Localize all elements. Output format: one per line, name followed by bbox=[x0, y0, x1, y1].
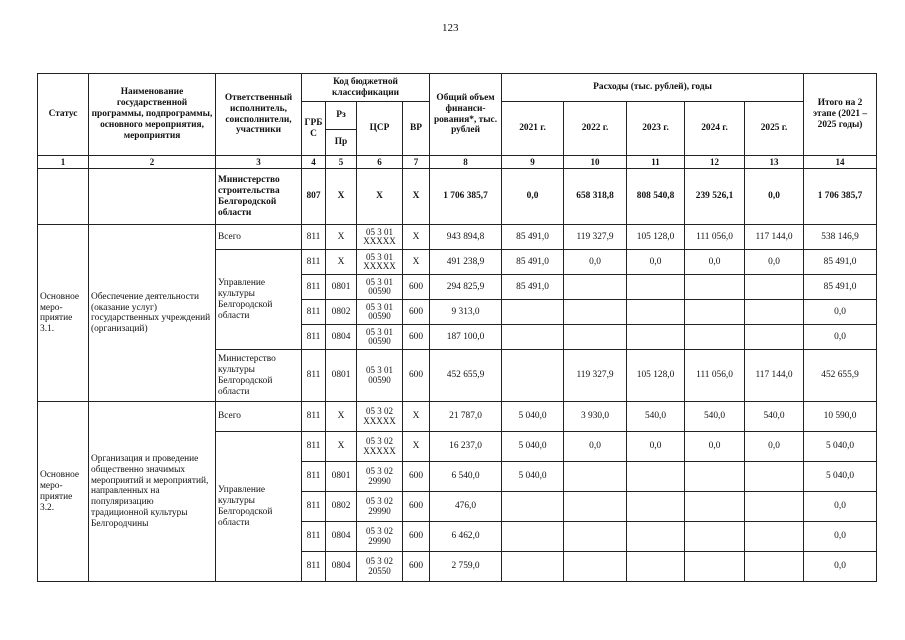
itogo-cell: 10 590,0 bbox=[804, 402, 877, 432]
y2025-cell: 0,0 bbox=[745, 250, 804, 275]
grbs-cell: 811 bbox=[302, 275, 326, 300]
grbs-cell: 811 bbox=[302, 225, 326, 250]
csr-cell: 05 3 01 00590 bbox=[357, 275, 403, 300]
y2022-cell bbox=[564, 275, 627, 300]
y2024-cell bbox=[685, 275, 745, 300]
header-itogo: Итого на 2 этапе (2021 – 2025 годы) bbox=[804, 74, 877, 156]
y2024-cell bbox=[685, 552, 745, 582]
y2024-cell bbox=[685, 325, 745, 350]
y2025-cell: 0,0 bbox=[745, 169, 804, 225]
y2021-cell: 5 040,0 bbox=[502, 432, 564, 462]
csr-cell: 05 3 02 29990 bbox=[357, 462, 403, 492]
itogo-cell: 1 706 385,7 bbox=[804, 169, 877, 225]
responsible-cell: Министерство строительства Белгородской области bbox=[216, 169, 302, 225]
y2024-cell: 239 526,1 bbox=[685, 169, 745, 225]
itogo-cell: 0,0 bbox=[804, 300, 877, 325]
y2022-cell bbox=[564, 462, 627, 492]
grbs-cell: 811 bbox=[302, 492, 326, 522]
column-number: 12 bbox=[685, 156, 745, 169]
grbs-cell: 811 bbox=[302, 402, 326, 432]
csr-cell: 05 3 01 00590 bbox=[357, 300, 403, 325]
y2023-cell: 0,0 bbox=[627, 250, 685, 275]
rz-cell: 0801 bbox=[326, 462, 357, 492]
header-expenses: Расходы (тыс. рублей), годы bbox=[502, 74, 804, 102]
y2021-cell: 85 491,0 bbox=[502, 225, 564, 250]
y2021-cell bbox=[502, 325, 564, 350]
itogo-cell: 85 491,0 bbox=[804, 250, 877, 275]
y2022-cell: 0,0 bbox=[564, 432, 627, 462]
y2024-cell bbox=[685, 462, 745, 492]
responsible-cell: Управление культуры Белгородской области bbox=[216, 432, 302, 582]
rz-cell: 0804 bbox=[326, 522, 357, 552]
grbs-cell: 811 bbox=[302, 325, 326, 350]
vr-cell: 600 bbox=[403, 522, 430, 552]
vr-cell: 600 bbox=[403, 552, 430, 582]
y2021-cell bbox=[502, 522, 564, 552]
header-rz: Рз bbox=[326, 102, 357, 130]
y2023-cell: 0,0 bbox=[627, 432, 685, 462]
y2024-cell: 111 056,0 bbox=[685, 350, 745, 402]
vr-cell: X bbox=[403, 169, 430, 225]
column-number: 14 bbox=[804, 156, 877, 169]
status-cell: Основное меро- приятие 3.1. bbox=[38, 225, 89, 402]
total-cell: 491 238,9 bbox=[430, 250, 502, 275]
itogo-cell: 0,0 bbox=[804, 552, 877, 582]
grbs-cell: 811 bbox=[302, 522, 326, 552]
header-pr: Пр bbox=[326, 130, 357, 156]
column-number: 5 bbox=[326, 156, 357, 169]
column-number-row bbox=[38, 156, 877, 169]
y2024-cell: 540,0 bbox=[685, 402, 745, 432]
table-row bbox=[38, 169, 877, 225]
column-number: 4 bbox=[302, 156, 326, 169]
total-cell: 452 655,9 bbox=[430, 350, 502, 402]
y2024-cell: 0,0 bbox=[685, 432, 745, 462]
header-status: Статус bbox=[38, 74, 89, 156]
rz-cell: 0801 bbox=[326, 350, 357, 402]
y2025-cell bbox=[745, 492, 804, 522]
y2025-cell bbox=[745, 325, 804, 350]
total-cell: 21 787,0 bbox=[430, 402, 502, 432]
csr-cell: 05 3 02 20550 bbox=[357, 552, 403, 582]
total-cell: 187 100,0 bbox=[430, 325, 502, 350]
vr-cell: 600 bbox=[403, 462, 430, 492]
y2022-cell: 0,0 bbox=[564, 250, 627, 275]
y2025-cell: 117 144,0 bbox=[745, 350, 804, 402]
total-cell: 1 706 385,7 bbox=[430, 169, 502, 225]
y2022-cell: 119 327,9 bbox=[564, 225, 627, 250]
header-name: Наименование государственной программы, подпрограммы, основного мероприятия, мероприятия bbox=[89, 74, 216, 156]
header-grbs: ГРБ С bbox=[302, 102, 326, 156]
csr-cell: 05 3 02 XXXXX bbox=[357, 402, 403, 432]
y2021-cell bbox=[502, 300, 564, 325]
name-cell: Организация и проведение общественно значимых мероприятий и мероприятий, направленных на популяризацию традиционной культуры Белгородчины bbox=[89, 402, 216, 582]
rz-cell: X bbox=[326, 402, 357, 432]
itogo-cell: 0,0 bbox=[804, 325, 877, 350]
csr-cell: 05 3 01 XXXXX bbox=[357, 225, 403, 250]
rz-cell: 0802 bbox=[326, 300, 357, 325]
y2025-cell bbox=[745, 552, 804, 582]
rz-cell: 0804 bbox=[326, 325, 357, 350]
name-cell: Обеспечение деятельности (оказание услуг) государственных учреждений (организаций) bbox=[89, 225, 216, 402]
csr-cell: X bbox=[357, 169, 403, 225]
grbs-cell: 811 bbox=[302, 350, 326, 402]
y2021-cell bbox=[502, 552, 564, 582]
y2022-cell bbox=[564, 325, 627, 350]
responsible-cell: Управление культуры Белгородской области bbox=[216, 250, 302, 350]
csr-cell: 05 3 01 00590 bbox=[357, 350, 403, 402]
y2021-cell: 85 491,0 bbox=[502, 275, 564, 300]
status-cell: Основное меро- приятие 3.2. bbox=[38, 402, 89, 582]
grbs-cell: 811 bbox=[302, 300, 326, 325]
csr-cell: 05 3 02 29990 bbox=[357, 522, 403, 552]
y2024-cell bbox=[685, 522, 745, 552]
grbs-cell: 811 bbox=[302, 552, 326, 582]
y2022-cell bbox=[564, 492, 627, 522]
responsible-cell: Министерство культуры Белгородской области bbox=[216, 350, 302, 402]
y2021-cell: 0,0 bbox=[502, 169, 564, 225]
y2022-cell: 658 318,8 bbox=[564, 169, 627, 225]
csr-cell: 05 3 01 XXXXX bbox=[357, 250, 403, 275]
itogo-cell: 5 040,0 bbox=[804, 462, 877, 492]
vr-cell: X bbox=[403, 432, 430, 462]
itogo-cell: 85 491,0 bbox=[804, 275, 877, 300]
total-cell: 294 825,9 bbox=[430, 275, 502, 300]
column-number: 11 bbox=[627, 156, 685, 169]
y2023-cell: 808 540,8 bbox=[627, 169, 685, 225]
rz-cell: 0802 bbox=[326, 492, 357, 522]
column-number: 10 bbox=[564, 156, 627, 169]
column-number: 9 bbox=[502, 156, 564, 169]
y2023-cell bbox=[627, 552, 685, 582]
vr-cell: 600 bbox=[403, 325, 430, 350]
grbs-cell: 811 bbox=[302, 462, 326, 492]
y2023-cell bbox=[627, 275, 685, 300]
y2022-cell: 119 327,9 bbox=[564, 350, 627, 402]
y2023-cell bbox=[627, 300, 685, 325]
grbs-cell: 807 bbox=[302, 169, 326, 225]
header-2022: 2022 г. bbox=[564, 102, 627, 156]
y2025-cell: 540,0 bbox=[745, 402, 804, 432]
responsible-cell: Всего bbox=[216, 225, 302, 250]
y2021-cell: 5 040,0 bbox=[502, 462, 564, 492]
total-cell: 943 894,8 bbox=[430, 225, 502, 250]
y2023-cell bbox=[627, 492, 685, 522]
total-cell: 476,0 bbox=[430, 492, 502, 522]
y2025-cell bbox=[745, 462, 804, 492]
header-csr: ЦСР bbox=[357, 102, 403, 156]
total-cell: 16 237,0 bbox=[430, 432, 502, 462]
total-cell: 6 540,0 bbox=[430, 462, 502, 492]
header-2024: 2024 г. bbox=[685, 102, 745, 156]
table-row bbox=[38, 225, 877, 250]
itogo-cell: 5 040,0 bbox=[804, 432, 877, 462]
grbs-cell: 811 bbox=[302, 432, 326, 462]
responsible-cell: Всего bbox=[216, 402, 302, 432]
y2021-cell bbox=[502, 492, 564, 522]
header-2025: 2025 г. bbox=[745, 102, 804, 156]
header-budget-code: Код бюджетной классификации bbox=[302, 74, 430, 102]
y2022-cell: 3 930,0 bbox=[564, 402, 627, 432]
y2021-cell bbox=[502, 350, 564, 402]
y2023-cell: 105 128,0 bbox=[627, 225, 685, 250]
total-cell: 6 462,0 bbox=[430, 522, 502, 552]
rz-cell: X bbox=[326, 250, 357, 275]
y2023-cell: 105 128,0 bbox=[627, 350, 685, 402]
y2023-cell bbox=[627, 522, 685, 552]
rz-cell: X bbox=[326, 169, 357, 225]
total-cell: 2 759,0 bbox=[430, 552, 502, 582]
vr-cell: 600 bbox=[403, 350, 430, 402]
y2025-cell bbox=[745, 275, 804, 300]
y2021-cell: 5 040,0 bbox=[502, 402, 564, 432]
budget-table bbox=[37, 73, 877, 582]
itogo-cell: 452 655,9 bbox=[804, 350, 877, 402]
rz-cell: X bbox=[326, 225, 357, 250]
csr-cell: 05 3 02 29990 bbox=[357, 492, 403, 522]
total-cell: 9 313,0 bbox=[430, 300, 502, 325]
y2024-cell: 111 056,0 bbox=[685, 225, 745, 250]
y2025-cell: 0,0 bbox=[745, 432, 804, 462]
y2022-cell bbox=[564, 552, 627, 582]
csr-cell: 05 3 02 XXXXX bbox=[357, 432, 403, 462]
vr-cell: X bbox=[403, 402, 430, 432]
header-vr: ВР bbox=[403, 102, 430, 156]
grbs-cell: 811 bbox=[302, 250, 326, 275]
vr-cell: 600 bbox=[403, 300, 430, 325]
header-total: Общий объем финанси- рования*, тыс. рублей bbox=[430, 74, 502, 156]
column-number: 8 bbox=[430, 156, 502, 169]
y2024-cell: 0,0 bbox=[685, 250, 745, 275]
column-number: 6 bbox=[357, 156, 403, 169]
itogo-cell: 0,0 bbox=[804, 492, 877, 522]
itogo-cell: 538 146,9 bbox=[804, 225, 877, 250]
page-number: 123 bbox=[442, 22, 459, 34]
itogo-cell: 0,0 bbox=[804, 522, 877, 552]
csr-cell: 05 3 01 00590 bbox=[357, 325, 403, 350]
y2022-cell bbox=[564, 300, 627, 325]
y2024-cell bbox=[685, 300, 745, 325]
table-row bbox=[38, 402, 877, 432]
rz-cell: X bbox=[326, 432, 357, 462]
header-responsible: Ответственный исполнитель, соисполнители, участники bbox=[216, 74, 302, 156]
y2022-cell bbox=[564, 522, 627, 552]
y2025-cell: 117 144,0 bbox=[745, 225, 804, 250]
vr-cell: 600 bbox=[403, 492, 430, 522]
vr-cell: X bbox=[403, 225, 430, 250]
header-2023: 2023 г. bbox=[627, 102, 685, 156]
column-number: 13 bbox=[745, 156, 804, 169]
header-2021: 2021 г. bbox=[502, 102, 564, 156]
y2023-cell bbox=[627, 325, 685, 350]
y2025-cell bbox=[745, 522, 804, 552]
y2023-cell: 540,0 bbox=[627, 402, 685, 432]
y2021-cell: 85 491,0 bbox=[502, 250, 564, 275]
vr-cell: 600 bbox=[403, 275, 430, 300]
column-number: 1 bbox=[38, 156, 89, 169]
column-number: 7 bbox=[403, 156, 430, 169]
column-number: 2 bbox=[89, 156, 216, 169]
vr-cell: X bbox=[403, 250, 430, 275]
y2024-cell bbox=[685, 492, 745, 522]
rz-cell: 0804 bbox=[326, 552, 357, 582]
y2023-cell bbox=[627, 462, 685, 492]
y2025-cell bbox=[745, 300, 804, 325]
column-number: 3 bbox=[216, 156, 302, 169]
rz-cell: 0801 bbox=[326, 275, 357, 300]
